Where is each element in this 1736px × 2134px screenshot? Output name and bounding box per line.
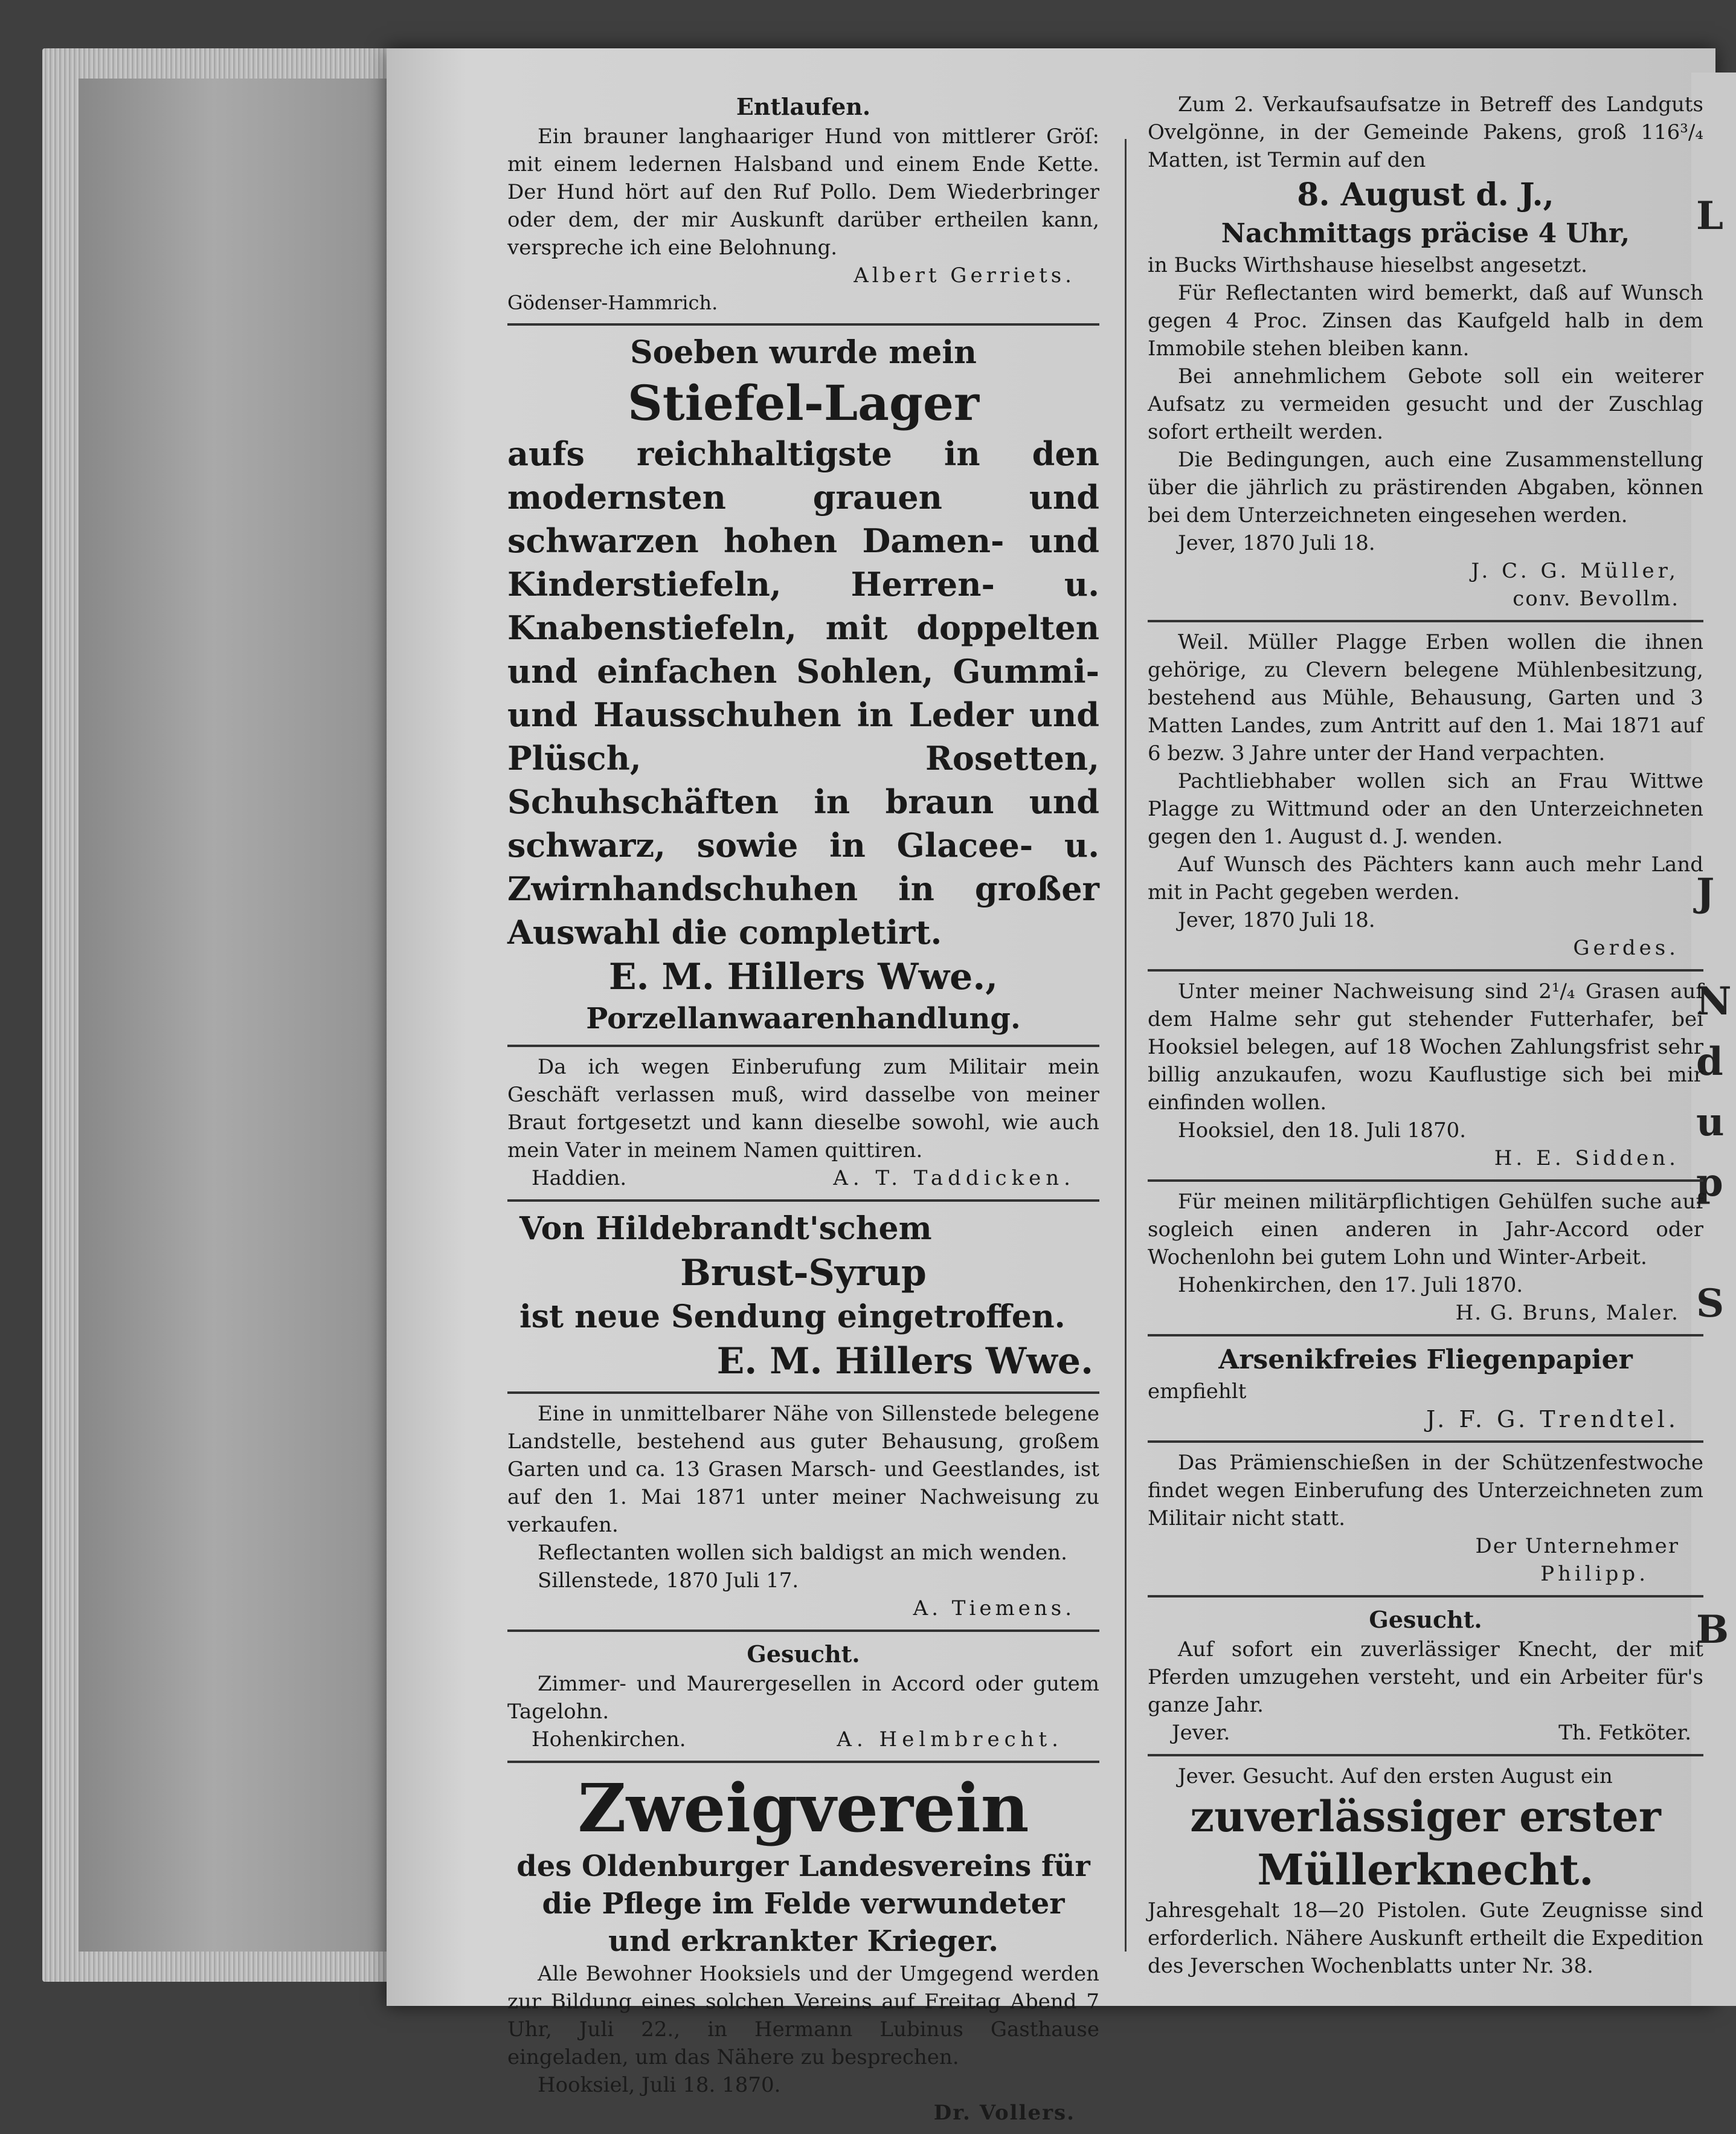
ad-signature2: Philipp. xyxy=(1540,1562,1649,1586)
ad-line: empfiehlt xyxy=(1148,1379,1247,1404)
ad-fliegenpapier xyxy=(1148,1336,1703,1443)
ad-date-big: 8. August d. J., xyxy=(1297,176,1554,213)
ad-title: Arsenikfreies Fliegenpapier xyxy=(1218,1344,1633,1375)
ad-verkauf-ovelgoenne xyxy=(1148,85,1703,622)
ad-text: Ein brauner langhaariger Hund von mittlerer Gröſ: mit einem ledernen Halsband und einem Ende Kette. Der Hund hört auf den Ruf Pollo. Dem Wiederbringer oder dem, der mir Auskunft darüber ertheilen kann, verspreche ich eine Belohnung. xyxy=(507,124,1099,260)
ad-footer xyxy=(507,1726,1099,1753)
ad-text: Da ich wegen Einberufung zum Militair mein Geschäft verlassen muß, wird dasselbe von meiner Braut fortgesetzt und kann dieselbe sowohl, wie auch mein Vater in meinem Namen quittiren. xyxy=(507,1055,1099,1162)
ad-heading: Entlaufen. xyxy=(736,93,871,120)
ad-landstelle xyxy=(507,1394,1099,1632)
adjacent-fragment: J xyxy=(1696,870,1715,915)
ad-stiefel-lager xyxy=(507,326,1099,1047)
ad-firm: E. M. Hillers Wwe. xyxy=(716,1340,1093,1382)
ad-text3: Für Reflectanten wird bemerkt, daß auf Wunsch gegen 4 Proc. Zinsen das Kaufgeld halb in dem Immobile stehen bleiben kann. xyxy=(1148,281,1703,361)
ad-signature: Th. Fetköter. xyxy=(1558,1721,1691,1745)
ad-signature-sub: conv. Bevollm. xyxy=(1513,587,1679,611)
ad-signature: Dr. Vollers. xyxy=(933,2101,1075,2125)
ad-date: Jever, 1870 Juli 18. xyxy=(1178,908,1375,932)
ad-place: Gödenser-Hammrich. xyxy=(507,291,718,314)
ad-signature: J. F. G. Trendtel. xyxy=(1426,1406,1679,1433)
ad-text: Für meinen militärpflichtigen Gehülfen suche auf sogleich einen anderen in Jahr-Accord oder Wochenlohn bei gutem Lohn und Winter-Arbeit. xyxy=(1148,1190,1703,1269)
ad-text2: Pachtliebhaber wollen sich an Frau Wittwe Plagge zu Wittmund oder an den Unterzeichneten gegen den 1. August d. J. wenden. xyxy=(1148,769,1703,849)
ad-date: Jever, 1870 Juli 18. xyxy=(1178,531,1375,555)
ad-zweigverein xyxy=(507,1763,1099,2134)
ad-place: Jever. xyxy=(1172,1721,1230,1745)
ad-praemienschiessen xyxy=(1148,1443,1703,1597)
ad-text: Auf sofort ein zuverlässiger Knecht, der mit Pferden umzugehen versteht, und ein Arbeiter für's ganze Jahr. xyxy=(1148,1637,1703,1717)
ad-firm: E. M. Hillers Wwe., xyxy=(608,956,998,998)
ad-date: Hooksiel, den 18. Juli 1870. xyxy=(1178,1118,1467,1143)
ad-date: Hohenkirchen, den 17. Juli 1870. xyxy=(1178,1273,1523,1297)
ad-text2: in Bucks Wirthshause hieselbst angesetzt. xyxy=(1148,253,1587,277)
ad-title: zuverlässiger erster Müllerknecht. xyxy=(1190,1791,1661,1895)
ad-signature: A. T. Taddicken. xyxy=(833,1166,1075,1190)
ad-text3: Auf Wunsch des Pächters kann auch mehr Land mit in Pacht gegeben werden. xyxy=(1148,853,1703,904)
ad-subtitle: des Oldenburger Landesvereins für die Pflege im Felde verwundeter und erkrankter Krieger. xyxy=(516,1849,1090,1958)
ad-signature: H. E. Sidden. xyxy=(1494,1146,1679,1170)
ad-heading: Gesucht. xyxy=(1369,1606,1482,1633)
ad-heading: Gesucht. xyxy=(747,1640,860,1668)
ad-signature: Der Unternehmer xyxy=(1475,1534,1679,1558)
ad-muellerknecht xyxy=(1148,1756,1703,1987)
ad-date: Sillenstede, 1870 Juli 17. xyxy=(538,1568,799,1593)
ad-title: Stiefel-Lager xyxy=(628,375,979,431)
adjacent-fragment: B xyxy=(1696,1607,1729,1652)
ad-text2: Reflectanten wollen sich baldigst an mich wenden. xyxy=(538,1541,1067,1565)
ad-footer xyxy=(1148,1719,1703,1747)
ad-signature: J. C. G. Müller, xyxy=(1471,559,1679,583)
ad-futterhafer xyxy=(1148,972,1703,1182)
column-divider xyxy=(1125,139,1127,1952)
adjacent-fragment: L xyxy=(1696,193,1723,239)
ad-gesucht-maurer xyxy=(507,1632,1099,1763)
ad-einberufung xyxy=(507,1047,1099,1202)
ad-signature: A. Helmbrecht. xyxy=(837,1727,1063,1752)
ad-place: Hohenkirchen. xyxy=(532,1727,686,1752)
ad-gesucht-knecht xyxy=(1148,1597,1703,1756)
adjacent-fragment: S xyxy=(1696,1281,1725,1326)
ad-date: Hooksiel, Juli 18. 1870. xyxy=(538,2073,781,2097)
ad-place: Haddien. xyxy=(532,1166,627,1190)
ad-text: Zum 2. Verkaufsaufsatze in Betreff des Landguts Ovelgönne, in der Gemeinde Pakens, groß 116³/₄ Matten, ist Termin auf den xyxy=(1148,92,1703,172)
ad-title: Zweigverein xyxy=(577,1769,1029,1847)
adjacent-fragment: u xyxy=(1696,1100,1725,1145)
ad-text5: Die Bedingungen, auch eine Zusammenstellung über die jährlich zu prästirenden Abgaben, können bei dem Unterzeichneten eingesehen werden. xyxy=(1148,448,1703,527)
ad-signature: Albert Gerriets. xyxy=(854,263,1075,288)
ad-line: ist neue Sendung eingetroffen. xyxy=(519,1298,1066,1335)
ad-signature: Gerdes. xyxy=(1573,936,1679,960)
ad-muehle-pacht xyxy=(1148,622,1703,972)
ad-brust-syrup xyxy=(507,1202,1099,1394)
adjacent-fragment: p xyxy=(1696,1160,1723,1205)
ad-text: aufs reichhaltigste in den modernsten grauen und schwarzen hohen Damen- und Kinderstiefeln, Herren- u. Knabenstiefeln, mit doppelten und einfachen Sohlen, Gummi- und Hausschuhen in Leder und Plüsch, Rosetten, Schuhschäften in braun und schwarz, sowie in Glacee- u. Zwirnhandschuhen in großer Auswahl die completirt. xyxy=(507,434,1099,952)
ad-text: Eine in unmittelbarer Nähe von Sillenstede belegene Landstelle, bestehend aus guter Behausung, großem Garten und ca. 13 Grasen Marsch- und Geestlandes, ist auf den 1. Mai 1871 unter meiner Nachweisung zu verkaufen. xyxy=(507,1402,1099,1537)
ad-signature: H. G. Bruns, Maler. xyxy=(1455,1301,1679,1325)
ad-firm-sub: Porzellanwaarenhandlung. xyxy=(586,1002,1021,1036)
ad-gehuelfe xyxy=(1148,1182,1703,1336)
adjacent-fragment: N xyxy=(1696,979,1732,1024)
ad-title: Brust-Syrup xyxy=(680,1252,927,1294)
ad-intro: Soeben wurde mein xyxy=(630,334,977,371)
ad-signature: A. Tiemens. xyxy=(913,1596,1075,1620)
ad-text: Jahresgehalt 18—20 Pistolen. Gute Zeugnisse sind erforderlich. Nähere Auskunft ertheilt die Expedition des Jeverschen Wochenblatts unter Nr. 38. xyxy=(1148,1898,1703,1978)
ad-text4: Bei annehmlichem Gebote soll ein weiterer Aufsatz zu vermeiden gesucht und der Zuschlag sofort ertheilt werden. xyxy=(1148,364,1703,444)
ad-text: Weil. Müller Plagge Erben wollen die ihnen gehörige, zu Clevern belegene Mühlenbesitzung, bestehend aus Mühle, Behausung, Garten und 3 Matten Landes, zum Antritt auf den 1. Mai 1871 auf 6 bezw. 3 Jahre unter der Hand verpachten. xyxy=(1148,630,1703,766)
ad-text: Das Prämienschießen in der Schützenfestwoche findet wegen Einberufung des Unterzeichneten zum Militair nicht statt. xyxy=(1148,1451,1703,1530)
ad-time-big: Nachmittags präcise 4 Uhr, xyxy=(1221,218,1630,249)
ad-entlaufen xyxy=(507,85,1099,326)
left-column xyxy=(507,85,1099,2125)
ad-intro: Jever. Gesucht. Auf den ersten August ein xyxy=(1178,1764,1613,1788)
right-column xyxy=(1148,85,1703,2011)
ad-text: Zimmer- und Maurergesellen in Accord oder gutem Tagelohn. xyxy=(507,1672,1099,1724)
adjacent-fragment: d xyxy=(1696,1039,1723,1085)
ad-text: Alle Bewohner Hooksiels und der Umgegend werden zur Bildung eines solchen Vereins auf Freitag Abend 7 Uhr, Juli 22., in Hermann Lubinus Gasthause eingeladen, um das Nähere zu besprechen. xyxy=(507,1962,1099,2069)
ad-intro: Von Hildebrandt'schem xyxy=(519,1210,932,1247)
book-block-side xyxy=(79,79,417,1952)
ad-text: Unter meiner Nachweisung sind 2¹/₄ Grasen auf dem Halme sehr gut stehender Futterhafer, bei Hooksiel belegen, auf 18 Wochen Zahlungsfrist sehr billig anzukaufen, wozu Kauflustige sich bei mir einfinden wollen. xyxy=(1148,979,1703,1115)
ad-footer xyxy=(507,1164,1099,1192)
